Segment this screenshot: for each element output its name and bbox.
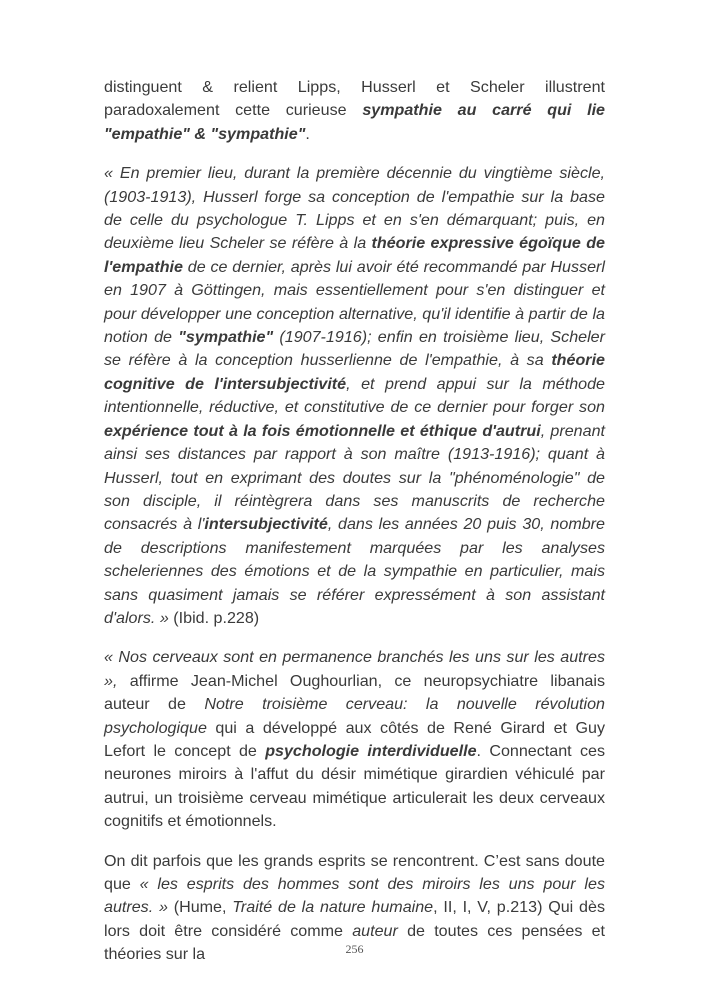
paragraph-text: (Hume, [167,898,233,917]
paragraph-text: de toutes ces pensées et théories sur la [104,921,605,964]
emphasis-text: auteur [352,921,398,940]
emphasis-text: expérience tout à la fois émotionnelle et éthique d'autrui [104,421,541,440]
quote-text: , et prend appui sur la méthode intentionnelle, réductive, et constitutive de ce dernier pour forger son [104,374,605,417]
quotation-paragraph [104,162,605,630]
emphasis-text: psychologie interdividuelle [265,741,477,760]
paragraph-text: qui a développé aux côtés de René Girard et Guy Lefort le concept de [104,718,605,760]
book-title: Traité de la nature humaine [232,898,434,917]
page-number: 256 [345,942,364,956]
emphasis-text: théorie cognitive de l'intersubjectivité [104,351,605,393]
book-title: Notre troisième cerveau: la nouvelle révolution psychologique [104,695,605,737]
paragraph-text: On dit parfois que les grands esprits se rencontrent. C’est sans doute que [104,851,605,893]
page-body [104,76,605,967]
emphasis-text: intersubjectivité [204,515,328,534]
paragraph-text: . [305,124,310,143]
quote-text: , prenant ainsi ses distances par rapport à son maître (1913-1916); quant à Husserl, tout en exprimant des doutes sur la "phénoménologie" de son disciple, il réintègrera dans ses manuscrits de recherche consacrés à l' [104,421,606,534]
emphasis-text: théorie expressive égoïque de l'empathie [104,234,605,276]
emphasis-text: sympathie au carré qui lie "empathie" & "sympathie" [104,101,605,143]
quote-text: , dans les années 20 puis 30, nombre de descriptions manifestement marquées par les analyses scheleriennes des émotions et de la sympathie en particulier, mais sans quasiment jamais se référer expressément à son assistant d'alors. » [104,515,605,627]
paragraph-text: distinguent & relient Lipps, Husserl et Scheler illustrent paradoxalement cette curieuse [104,78,605,120]
quote-text: « les esprits des hommes sont des miroirs les uns pour les autres. » [104,875,605,917]
quote-text: « En premier lieu, durant la première décennie du vingtième siècle, (1903-1913), Husserl forge sa conception de l'empathie sur la base de celle du psychologue T. Lipps et en s'en démarquant; puis, en deuxième lieu Scheler se réfère à la [104,164,605,253]
paragraph-text: affirme Jean-Michel Oughourlian, ce neuropsychiatre libanais auteur de [104,671,605,714]
quote-text: (1907-1916); enfin en troisième lieu, Scheler se réfère à la conception husserlienne de l'empathie, à sa [104,328,605,370]
quote-text: de ce dernier, après lui avoir été recommandé par Husserl en 1907 à Göttingen, mais essentiellement pour s'en distinguer et pour développer une conception alternative, qu'il identifie à partir de la notion de [104,257,605,347]
citation-reference: (Ibid. p.228) [168,608,260,627]
emphasis-text: "sympathie" [178,328,274,347]
quote-text: « Nos cerveaux sont en permanence branchés les uns sur les autres », [104,648,605,690]
paragraph-1 [104,76,605,146]
paragraph-text: . Connectant ces neurones miroirs à l'affut du désir mimétique girardien véhiculé par autrui, un troisième cerveau mimétique articulerait les deux cerveaux cognitifs et émotionnels. [104,741,605,831]
paragraph-3 [104,646,605,833]
paragraph-text: , II, I, V, p.213) Qui dès lors doit être considéré comme [104,898,605,940]
